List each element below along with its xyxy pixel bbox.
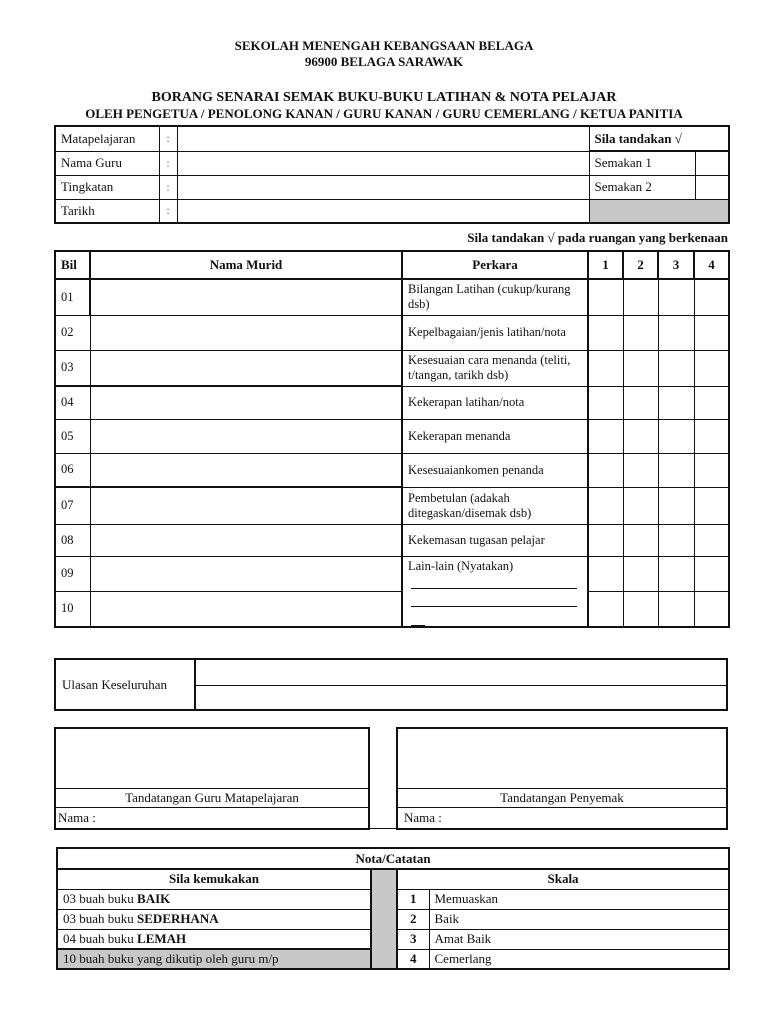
form-subtitle: OLEH PENGETUA / PENOLONG KANAN / GURU KANAN / GURU CEMERLANG / KETUA PANITIA xyxy=(85,106,683,121)
tick-cell[interactable] xyxy=(623,386,658,419)
tick-cell[interactable] xyxy=(623,487,658,524)
perkara-label: Lain-lain (Nyatakan) xyxy=(408,558,514,573)
scale-label: Amat Baik xyxy=(429,929,729,949)
write-line xyxy=(411,606,577,607)
nama-murid-cell[interactable] xyxy=(90,453,402,487)
signature-label-penyemak: Tandatangan Penyemak xyxy=(500,790,624,805)
row-number: 01 xyxy=(55,279,90,315)
col-header-2: 2 xyxy=(623,251,658,279)
tick-cell[interactable] xyxy=(623,453,658,487)
signature-box-guru xyxy=(54,727,370,830)
perkara-cell: Kekerapan latihan/nota xyxy=(402,386,588,419)
row-number: 05 xyxy=(55,419,90,453)
scale-label: Baik xyxy=(429,909,729,929)
tick-cell[interactable] xyxy=(694,524,729,556)
perkara-cell: Kepelbagaian/jenis latihan/nota xyxy=(402,315,588,350)
tick-cell[interactable] xyxy=(623,279,658,315)
tick-cell[interactable] xyxy=(658,453,694,487)
field-label-nama-guru: Nama Guru xyxy=(55,151,159,175)
tick-cell[interactable] xyxy=(588,350,623,386)
tick-cell[interactable] xyxy=(694,453,729,487)
write-line xyxy=(411,588,577,589)
check-label-semakan-2: Semakan 2 xyxy=(589,175,695,199)
tick-cell[interactable] xyxy=(658,591,694,627)
scale-number: 4 xyxy=(397,949,429,969)
col-header-nama-murid: Nama Murid xyxy=(90,251,402,279)
notes-item-bold: BAIK xyxy=(137,891,171,906)
nama-murid-cell[interactable] xyxy=(90,279,402,315)
notes-item xyxy=(57,949,371,969)
scale-label: Memuaskan xyxy=(429,889,729,909)
nama-murid-cell[interactable] xyxy=(90,487,402,524)
notes-item-prefix: 10 buah buku yang dikutip oleh guru m/p xyxy=(63,951,279,966)
col-header-4: 4 xyxy=(694,251,729,279)
nama-label: Nama : xyxy=(58,810,96,825)
instruction-text: Sila tandakan √ pada ruangan yang berkenaan xyxy=(467,230,728,245)
checklist-table xyxy=(54,250,730,628)
tick-cell[interactable] xyxy=(588,556,623,591)
col-header-3: 3 xyxy=(658,251,694,279)
notes-title: Nota/Catatan xyxy=(57,848,729,869)
tick-cell[interactable] xyxy=(588,315,623,350)
tick-cell[interactable] xyxy=(658,419,694,453)
field-colon: : xyxy=(159,126,177,151)
shaded-cell xyxy=(589,199,729,223)
field-label-tingkatan: Tingkatan xyxy=(55,175,159,199)
row-number: 03 xyxy=(55,350,90,386)
tick-cell[interactable] xyxy=(658,487,694,524)
signature-label-guru: Tandatangan Guru Matapelajaran xyxy=(125,790,299,805)
tick-cell[interactable] xyxy=(694,350,729,386)
scale-number: 2 xyxy=(397,909,429,929)
ulasan-box xyxy=(54,658,728,711)
scale-number: 3 xyxy=(397,929,429,949)
check-box-semakan-1[interactable] xyxy=(695,151,729,175)
tick-cell[interactable] xyxy=(588,453,623,487)
col-header-1: 1 xyxy=(588,251,623,279)
nama-murid-cell[interactable] xyxy=(90,556,402,591)
nama-label: Nama : xyxy=(404,810,442,825)
notes-table xyxy=(56,847,730,970)
tick-cell[interactable] xyxy=(658,350,694,386)
form-title: BORANG SENARAI SEMAK BUKU-BUKU LATIHAN & NOTA PELAJAR xyxy=(151,90,617,105)
row-number: 02 xyxy=(55,315,90,350)
tick-cell[interactable] xyxy=(623,419,658,453)
nama-murid-cell[interactable] xyxy=(90,386,402,419)
tick-cell[interactable] xyxy=(658,524,694,556)
tick-cell[interactable] xyxy=(694,591,729,627)
write-line xyxy=(411,625,425,626)
field-label-matapelajaran: Matapelajaran xyxy=(55,126,159,151)
notes-item-bold: LEMAH xyxy=(137,930,187,946)
field-input-nama-guru[interactable] xyxy=(177,151,589,175)
row-number: 06 xyxy=(55,453,90,487)
nama-murid-cell[interactable] xyxy=(90,315,402,350)
row-number: 07 xyxy=(55,487,90,524)
tick-cell[interactable] xyxy=(623,556,658,591)
field-input-tarikh[interactable] xyxy=(177,199,589,223)
ulasan-line[interactable] xyxy=(196,685,726,686)
school-address: 96900 BELAGA SARAWAK xyxy=(304,54,464,69)
field-colon: : xyxy=(159,151,177,175)
field-input-matapelajaran[interactable] xyxy=(177,126,589,151)
tick-cell[interactable] xyxy=(623,315,658,350)
scale-number: 1 xyxy=(397,889,429,909)
perkara-cell: Kekemasan tugasan pelajar xyxy=(402,524,588,556)
shaded-divider xyxy=(371,869,397,969)
perkara-cell: Bilangan Latihan (cukup/kurang dsb) xyxy=(402,279,588,315)
row-number: 08 xyxy=(55,524,90,556)
notes-item-prefix: 03 buah buku xyxy=(63,911,138,926)
tick-cell[interactable] xyxy=(623,350,658,386)
info-table xyxy=(54,125,730,224)
col-header-perkara: Perkara xyxy=(402,251,588,279)
notes-item-bold: SEDERHANA xyxy=(137,911,219,926)
tick-cell[interactable] xyxy=(658,279,694,315)
row-number: 09 xyxy=(55,556,90,591)
nama-murid-cell[interactable] xyxy=(90,419,402,453)
tick-cell[interactable] xyxy=(694,487,729,524)
row-number: 10 xyxy=(55,591,90,627)
tick-cell[interactable] xyxy=(694,386,729,419)
row-number: 04 xyxy=(55,386,90,419)
tick-cell[interactable] xyxy=(658,556,694,591)
tick-cell[interactable] xyxy=(658,315,694,350)
tick-cell[interactable] xyxy=(694,419,729,453)
tick-cell[interactable] xyxy=(623,524,658,556)
field-input-tingkatan[interactable] xyxy=(177,175,589,199)
tick-header: Sila tandakan √ xyxy=(589,126,729,151)
tick-cell[interactable] xyxy=(588,591,623,627)
tick-cell[interactable] xyxy=(623,591,658,627)
divider xyxy=(56,807,368,808)
field-label-tarikh: Tarikh xyxy=(55,199,159,223)
tick-cell[interactable] xyxy=(588,386,623,419)
nama-murid-cell[interactable] xyxy=(90,591,402,627)
tick-cell[interactable] xyxy=(658,386,694,419)
tick-cell[interactable] xyxy=(588,419,623,453)
perkara-cell-lain-lain xyxy=(402,556,588,627)
nama-murid-cell[interactable] xyxy=(90,350,402,386)
notes-item-prefix: 04 buah buku xyxy=(63,930,138,946)
tick-cell[interactable] xyxy=(588,524,623,556)
nama-murid-cell[interactable] xyxy=(90,524,402,556)
perkara-cell: Kekerapan menanda xyxy=(402,419,588,453)
notes-left-header: Sila kemukakan xyxy=(57,869,371,889)
tick-cell[interactable] xyxy=(588,279,623,315)
divider xyxy=(398,807,726,808)
col-header-bil: Bil xyxy=(55,251,90,279)
tick-cell[interactable] xyxy=(588,487,623,524)
connector-line xyxy=(370,828,396,829)
scale-label: Cemerlang xyxy=(429,949,729,969)
field-colon: : xyxy=(159,199,177,223)
signature-box-penyemak xyxy=(396,727,728,830)
ulasan-label: Ulasan Keseluruhan xyxy=(56,660,196,709)
notes-right-header: Skala xyxy=(397,869,729,889)
field-colon: : xyxy=(159,175,177,199)
perkara-cell: Pembetulan (adakah ditegaskan/disemak dsb) xyxy=(402,487,588,524)
school-name: SEKOLAH MENENGAH KEBANGSAAN BELAGA xyxy=(234,38,534,53)
check-label-semakan-1: Semakan 1 xyxy=(589,151,695,175)
check-box-semakan-2[interactable] xyxy=(695,175,729,199)
perkara-cell: Kesesuaian cara menanda (teliti, t/tangan, tarikh dsb) xyxy=(402,350,588,386)
notes-item-prefix: 03 buah buku xyxy=(63,891,138,906)
notes-item xyxy=(57,889,371,909)
tick-cell[interactable] xyxy=(694,556,729,591)
notes-item xyxy=(57,909,371,929)
notes-item xyxy=(57,929,371,949)
perkara-cell: Kesesuaiankomen penanda xyxy=(402,453,588,487)
tick-cell[interactable] xyxy=(694,315,729,350)
tick-cell[interactable] xyxy=(694,279,729,315)
